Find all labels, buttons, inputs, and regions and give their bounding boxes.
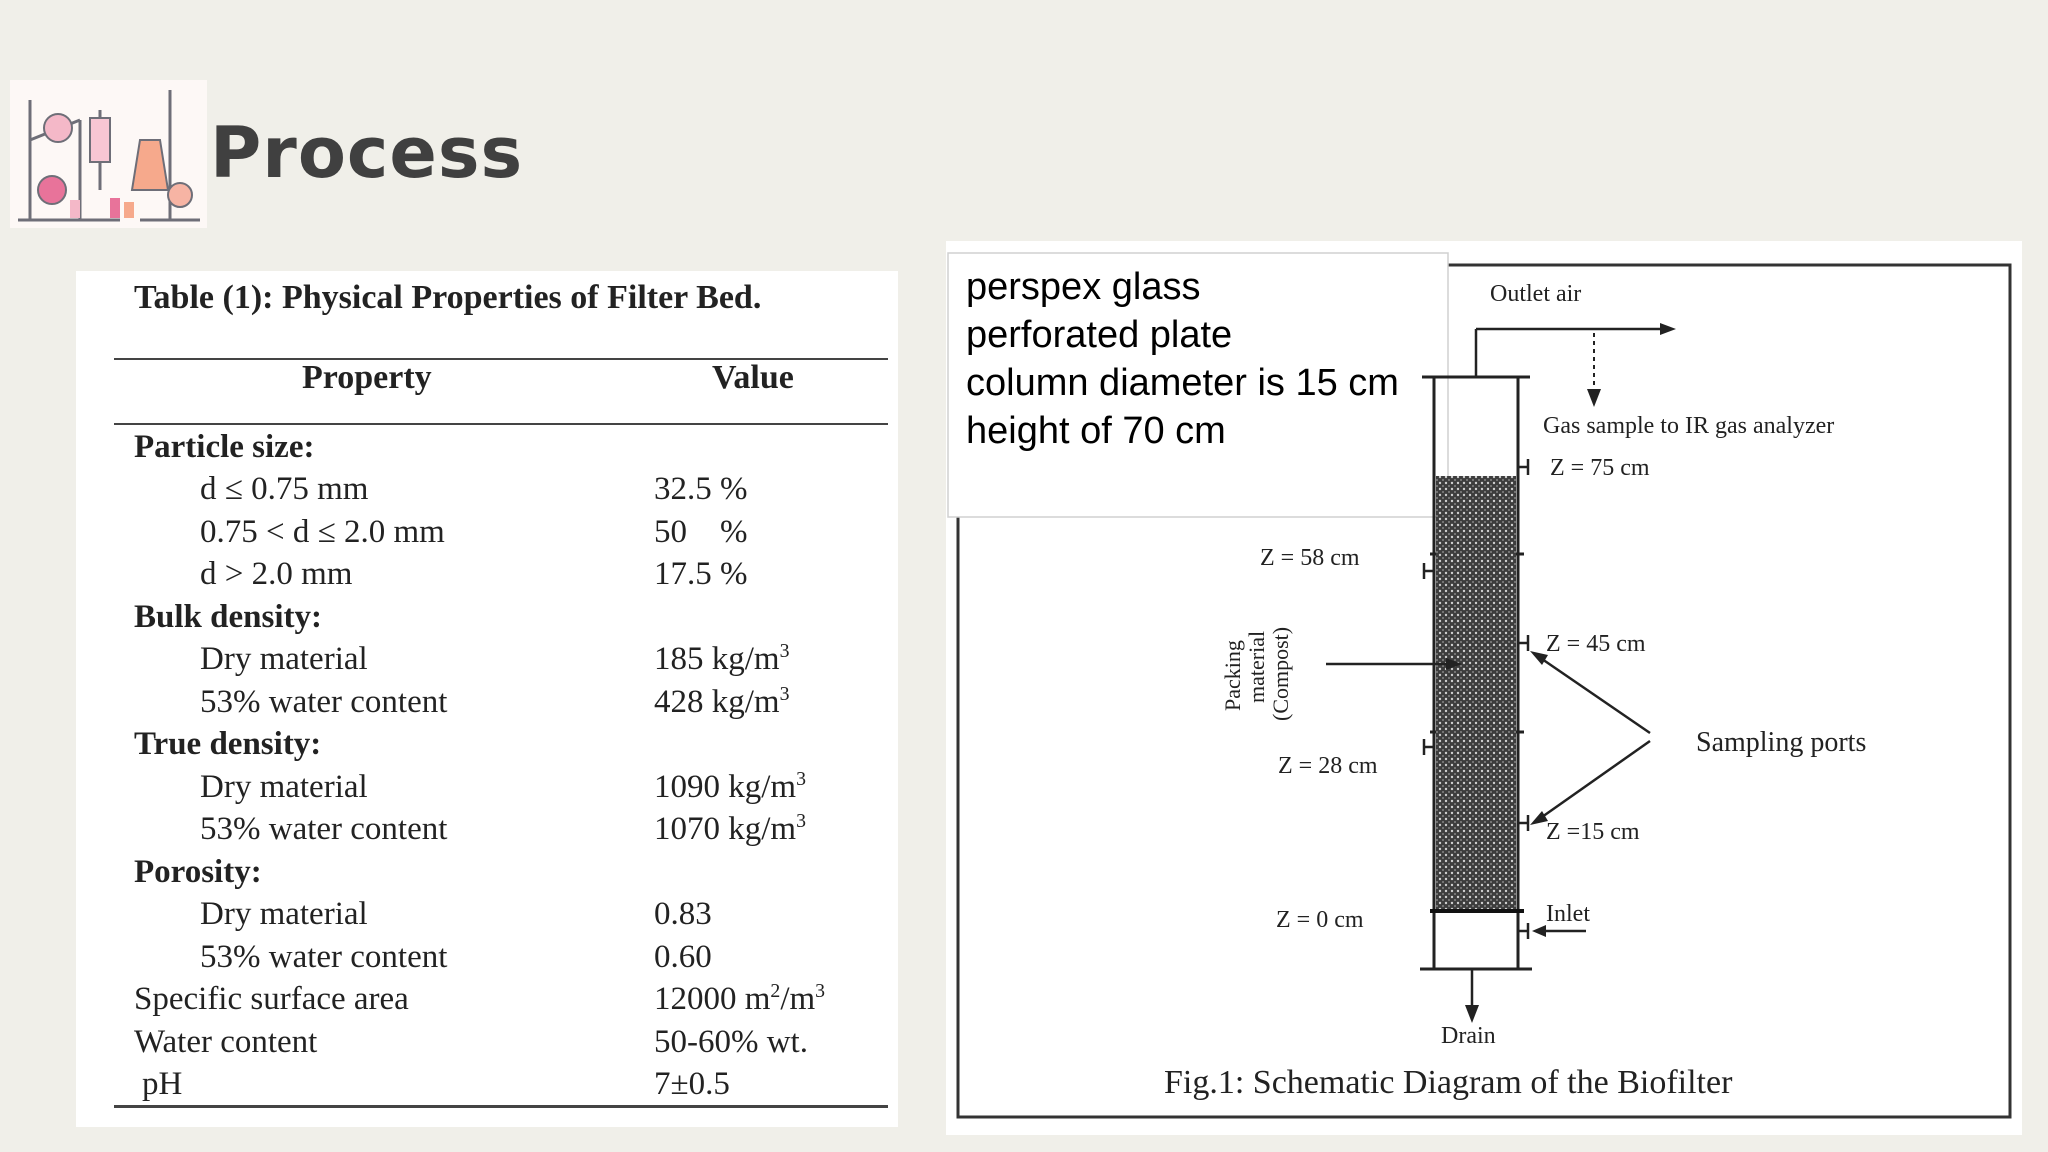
row-value: 428 $kg/m^3$: [654, 683, 790, 720]
packing-label-line1: Packing: [1220, 640, 1245, 711]
drain-arrow: [1465, 1005, 1479, 1023]
outlet-arrow: [1660, 323, 1676, 335]
row-property: Porosity:: [134, 854, 262, 890]
row-value: 0.60: [654, 939, 712, 975]
packing-material: [1436, 476, 1516, 910]
note-line: height of 70 cm: [966, 410, 1226, 452]
table-row: [134, 726, 894, 768]
z58-label: Z = 58 cm: [1260, 545, 1360, 571]
packing-label-line3: (Compost): [1268, 626, 1293, 721]
inlet-label: Inlet: [1546, 901, 1590, 927]
row-value: 0.83: [654, 896, 712, 932]
table-row: [134, 556, 894, 598]
row-value: 32.5 %: [654, 471, 748, 507]
chemistry-flasks-icon: [10, 80, 207, 228]
outlet-air-label: Outlet air: [1490, 281, 1582, 307]
row-property: Particle size:: [134, 429, 315, 465]
row-property: 0.75 < d ≤ 2.0 mm: [200, 514, 445, 550]
row-property: Bulk density:: [134, 599, 322, 635]
gas-sample-label: Gas sample to IR gas analyzer: [1543, 413, 1835, 439]
table-row: [134, 811, 894, 853]
table-header-rule: [114, 423, 888, 425]
row-property: Dry material: [200, 641, 368, 677]
drain-label: Drain: [1441, 1023, 1496, 1049]
row-property: Water content: [134, 1024, 318, 1060]
table-row: [134, 854, 894, 896]
table-row: [134, 939, 894, 981]
row-value: 1090 $kg/m^3$: [654, 768, 806, 805]
z15-label: Z =15 cm: [1546, 819, 1640, 845]
header-property: Property: [302, 359, 432, 396]
row-value: 17.5 %: [654, 556, 748, 592]
row-value: 12000 $m^2/m^3$: [654, 980, 826, 1017]
table-row: [134, 1024, 894, 1066]
gas-sample-arrow: [1587, 389, 1601, 407]
row-property: Dry material: [200, 769, 368, 805]
row-value: 7±0.5: [654, 1066, 730, 1102]
table-row: [134, 769, 894, 811]
sampling-ports-label: Sampling ports: [1696, 727, 1867, 758]
z75-label: Z = 75 cm: [1550, 455, 1650, 481]
note-line: column diameter is 15 cm: [966, 362, 1399, 404]
table-bottom-rule: [114, 1105, 888, 1108]
inlet-arrow: [1532, 925, 1546, 937]
table-row: [134, 684, 894, 726]
row-property: 53% water content: [200, 811, 448, 847]
table-row: [134, 514, 894, 556]
page-title: Process: [210, 112, 524, 194]
z28-label: Z = 28 cm: [1278, 753, 1378, 779]
table-row: [134, 896, 894, 938]
lab-glassware-logo: [10, 80, 207, 228]
row-value: 185 $kg/m^3$: [654, 640, 790, 677]
row-property: Dry material: [200, 896, 368, 932]
table-row: [134, 981, 894, 1023]
row-value: 50-60% wt.: [654, 1024, 808, 1060]
column-notes: [966, 263, 1399, 455]
table-row: [134, 1066, 894, 1108]
properties-table: [76, 271, 898, 1127]
row-property: Specific surface area: [134, 981, 409, 1017]
row-property: 53% water content: [200, 684, 448, 720]
row-value: 1070 $kg/m^3$: [654, 810, 806, 847]
row-property: d ≤ 0.75 mm: [200, 471, 369, 507]
header-value: Value: [712, 359, 794, 396]
table-row: [134, 429, 894, 471]
table-row: [134, 599, 894, 641]
row-property: True density:: [134, 726, 322, 762]
z45-label: Z = 45 cm: [1546, 631, 1646, 657]
z0-label: Z = 0 cm: [1276, 907, 1364, 933]
table-row: [134, 471, 894, 513]
row-value: 50 %: [654, 514, 748, 550]
table-caption: Table (1): Physical Properties of Filter Bed.: [134, 279, 762, 316]
row-property: d > 2.0 mm: [200, 556, 353, 592]
packing-label-line2: material: [1244, 630, 1269, 703]
row-property: 53% water content: [200, 939, 448, 975]
row-property: pH: [142, 1066, 183, 1102]
note-line: perforated plate: [966, 314, 1233, 356]
note-line: perspex glass: [966, 266, 1201, 308]
figure-caption: Fig.1: Schematic Diagram of the Biofilter: [1164, 1064, 1733, 1101]
table-row: [134, 641, 894, 683]
biofilter-figure: [946, 241, 2022, 1135]
